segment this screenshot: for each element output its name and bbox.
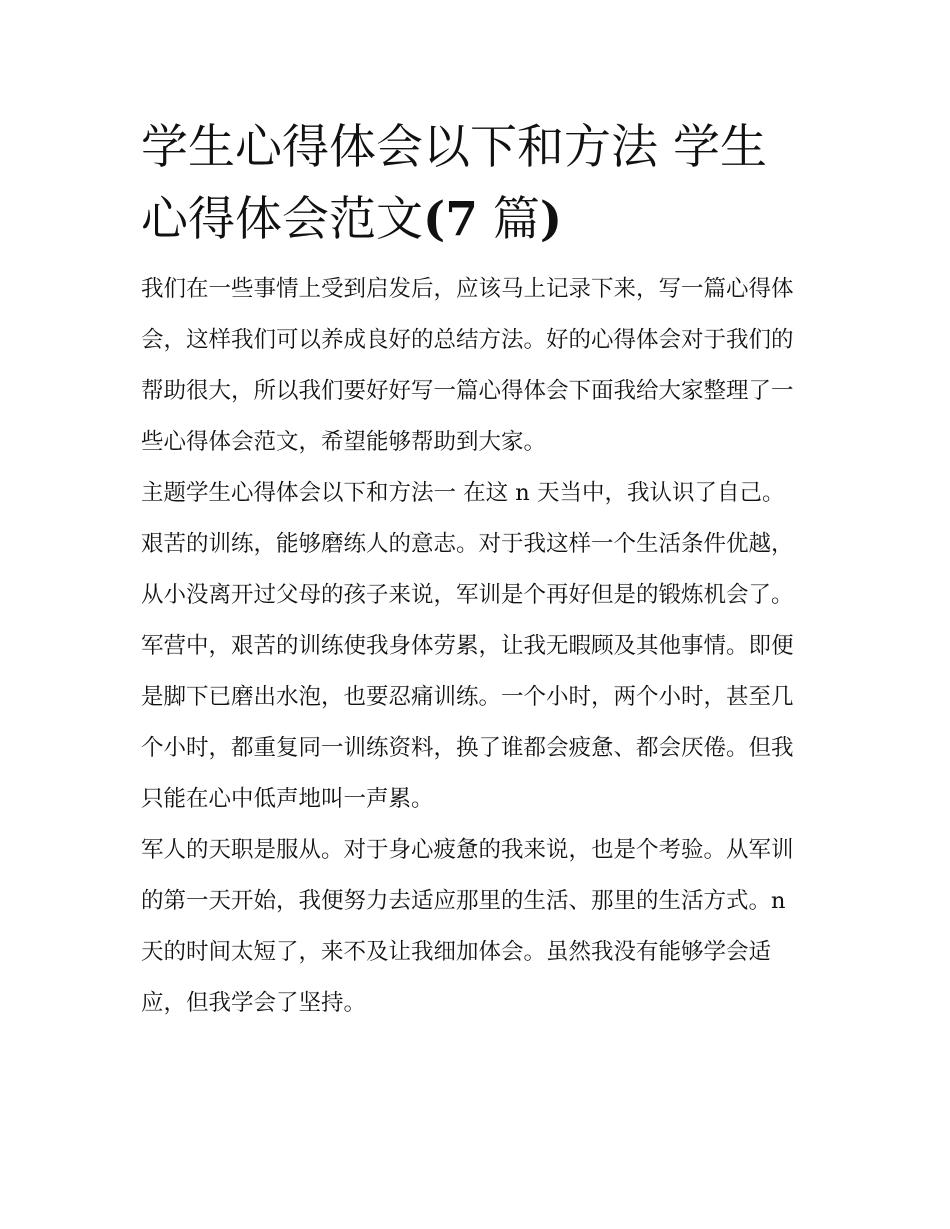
title-close-paren: ) xyxy=(539,192,563,247)
paragraph-training: 艰苦的训练，能够磨练人的意志。对于我这样一个生活条件优越，从小没离开过父母的孩子来说，军训是个再好但是的锻炼机会了。军营中，艰苦的训练使我身体劳累，让我无暇顾及其他事情。即便是脚下已磨出水泡，也要忍痛训练。一个小时，两个小时，甚至几个小时，都重复同一训练资料，换了谁都会疲惫、都会厌倦。但我只能在心中低声地叫一声累。 xyxy=(141,531,794,812)
paragraph-topic: 主题学生心得体会以下和方法一 在这 n 天当中，我认识了自己。 xyxy=(141,480,785,506)
paragraph-intro: 我们在一些事情上受到启发后，应该马上记录下来，写一篇心得体会，这样我们可以养成良好的总结方法。好的心得体会对于我们的帮助很大，所以我们要好好写一篇心得体会下面我给大家整理了一些心得体会范文，希望能够帮助到大家。 xyxy=(141,276,794,455)
document-body xyxy=(141,112,813,1029)
title-count: (7 xyxy=(423,192,478,247)
title-text: 学生心得体会以下和方法 学生心得体会范文 xyxy=(141,120,767,247)
paragraph-obedience: 军人的天职是服从。对于身心疲惫的我来说，也是个考验。从军训的第一天开始，我便努力去适应那里的生活、那里的生活方式。n 天的时间太短了，来不及让我细加体会。虽然我没有能够学会适应，但我学会了坚持。 xyxy=(141,837,794,1016)
title-unit: 篇 xyxy=(477,192,540,247)
document-title xyxy=(141,112,813,256)
